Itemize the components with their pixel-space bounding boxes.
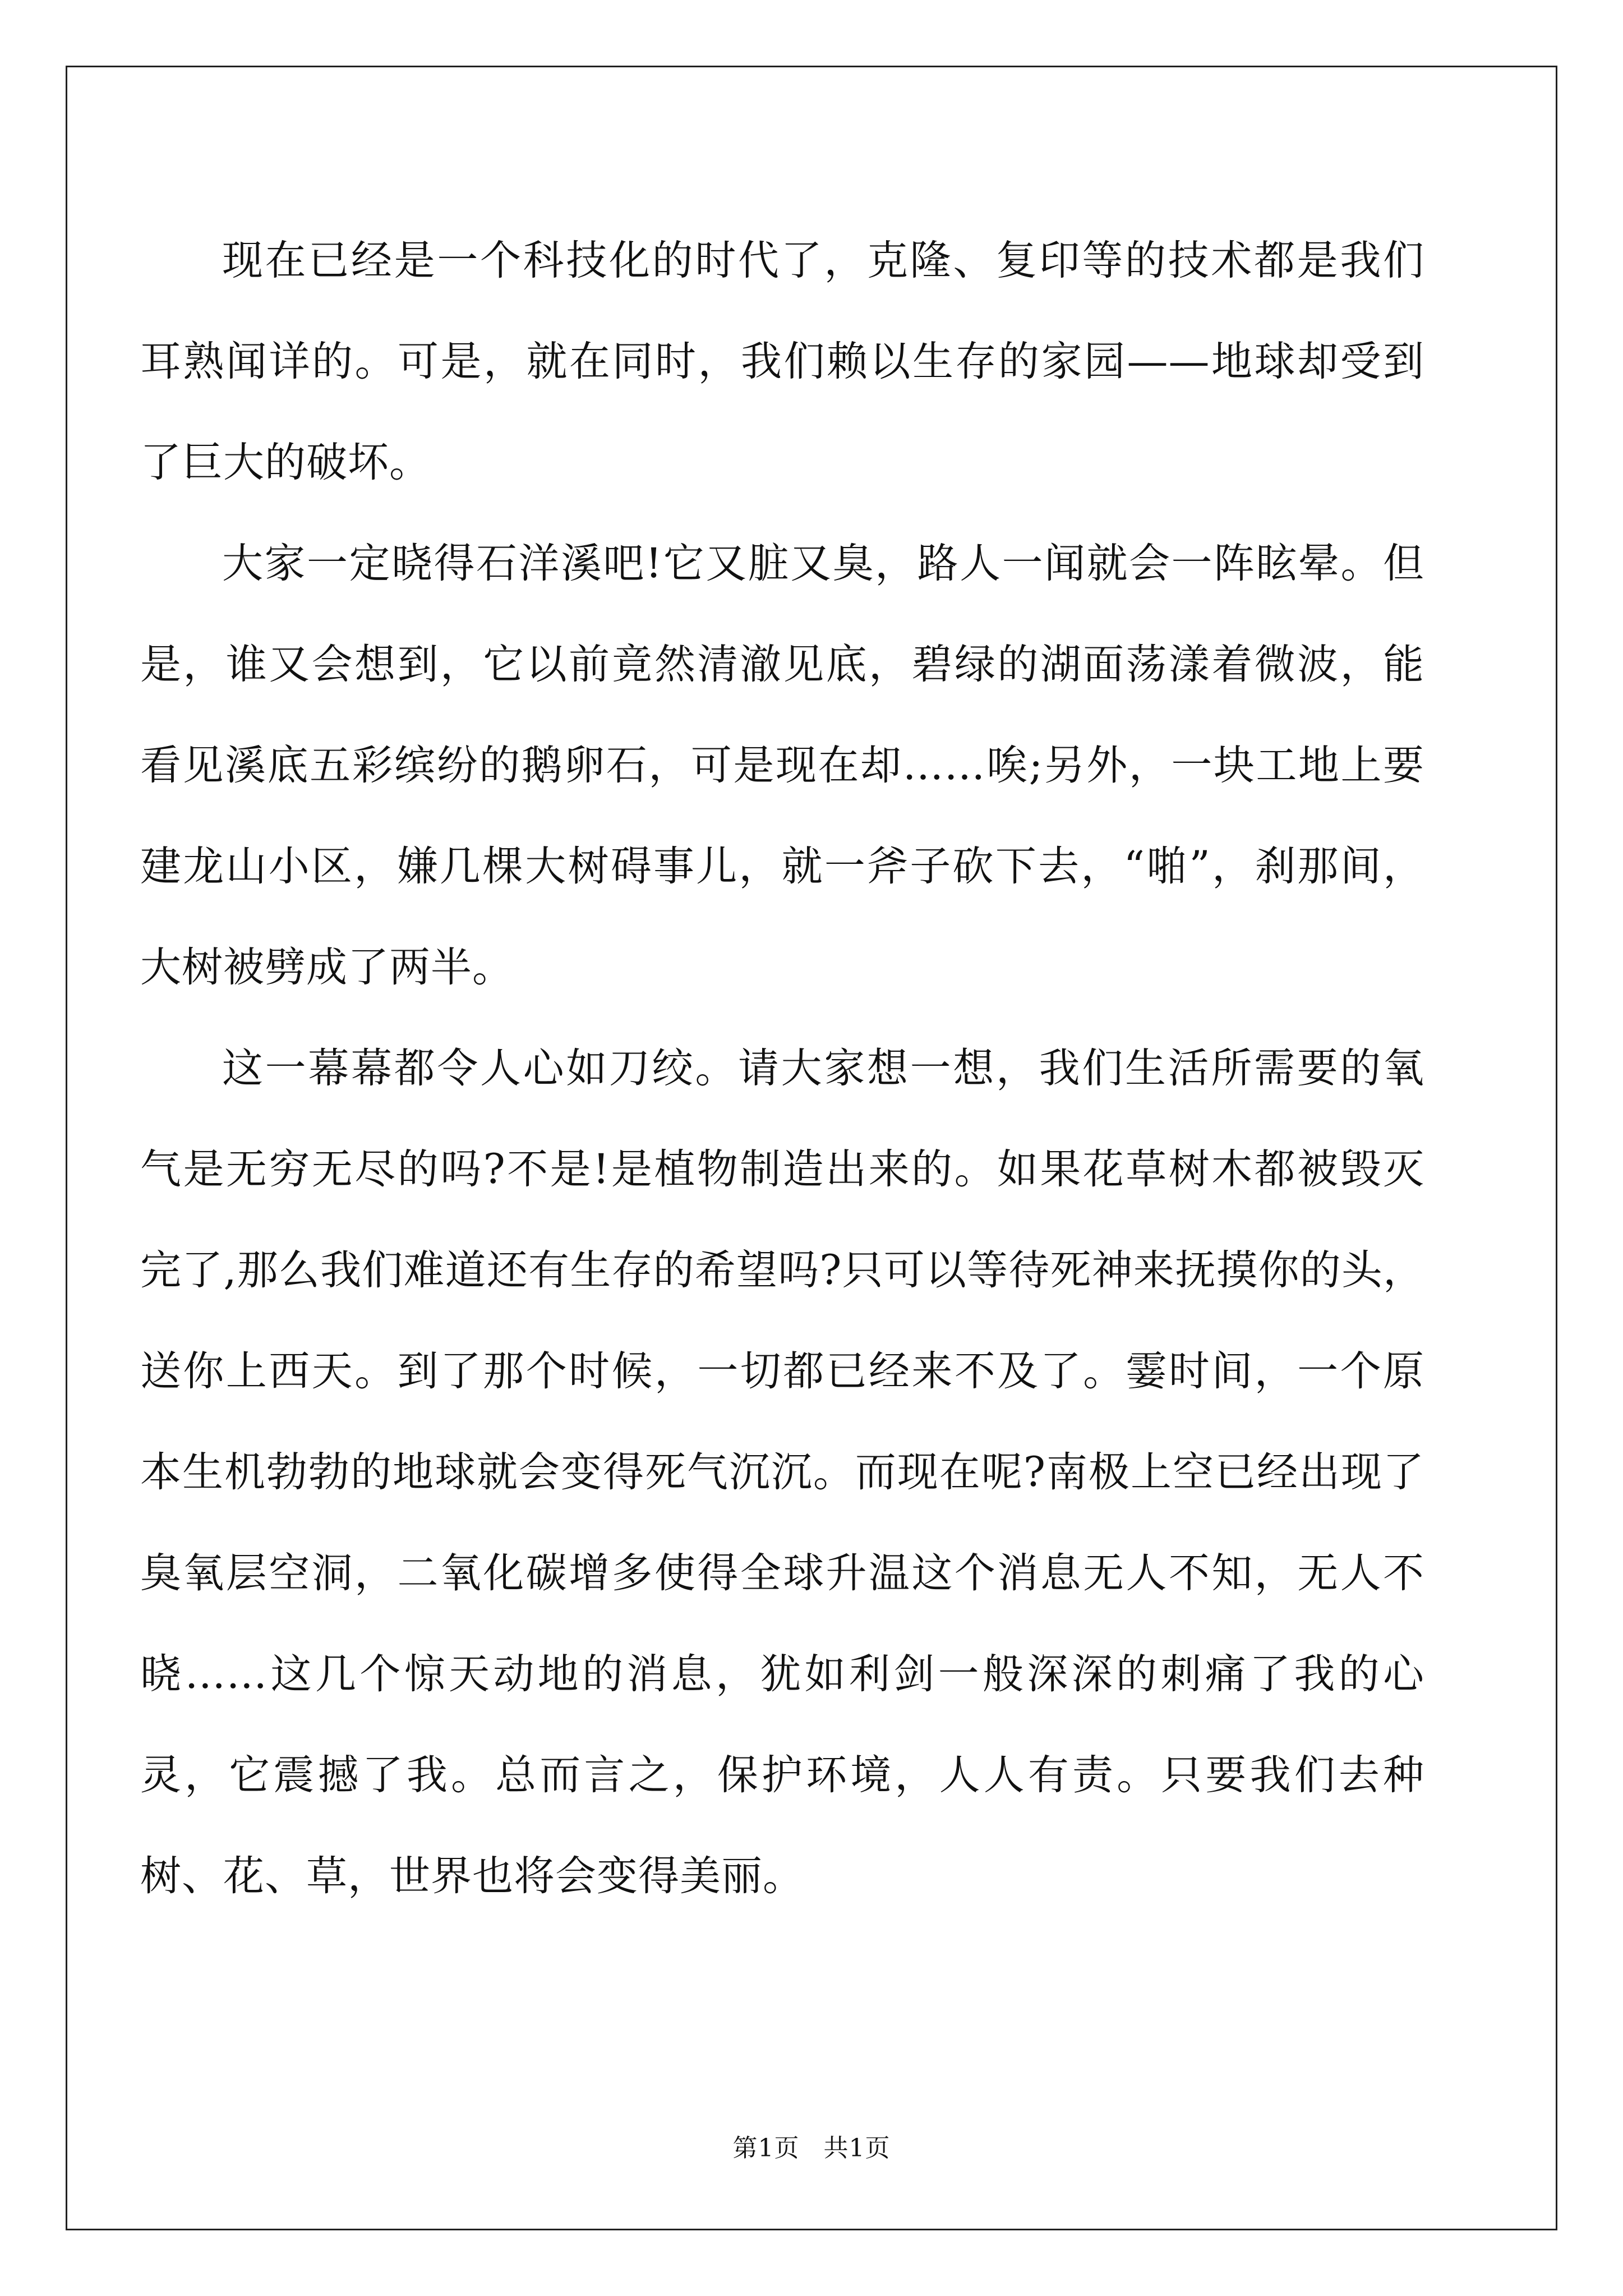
document-body xyxy=(140,210,1424,1927)
paragraph-1: 现在已经是一个科技化的时代了，克隆、复印等的技术都是我们耳熟闻详的。可是，就在同时，我们赖以生存的家园——地球却受到了巨大的破坏。 xyxy=(140,237,1424,486)
page-number-total: 共1页 xyxy=(823,2134,891,2162)
page-number-current: 第1页 xyxy=(732,2134,800,2162)
page-footer xyxy=(0,2132,1623,2165)
paragraph-2: 大家一定晓得石洋溪吧!它又脏又臭，路人一闻就会一阵眩晕。但是，谁又会想到，它以前竟然清澈见底，碧绿的湖面荡漾着微波，能看见溪底五彩缤纷的鹅卵石，可是现在却……唉;另外，一块工地上要建龙山小区，嫌几棵大树碍事儿，就一斧子砍下去，“啪”，刹那间，大树被劈成了两半。 xyxy=(140,540,1424,991)
paragraph-3: 这一幕幕都令人心如刀绞。请大家想一想，我们生活所需要的氧气是无穷无尽的吗?不是!是植物制造出来的。如果花草树木都被毁灭完了,那么我们难道还有生存的希望吗?只可以等待死神来抚摸你的头，送你上西天。到了那个时候，一切都已经来不及了。霎时间，一个原本生机勃勃的地球就会变得死气沉沉。而现在呢?南极上空已经出现了臭氧层空洞，二氧化碳增多使得全球升温这个消息无人不知，无人不晓……这几个惊天动地的消息，犹如利剑一般深深的刺痛了我的心灵，它震撼了我。总而言之，保护环境，人人有责。只要我们去种树、花、草，世界也将会变得美丽。 xyxy=(140,1045,1424,1900)
